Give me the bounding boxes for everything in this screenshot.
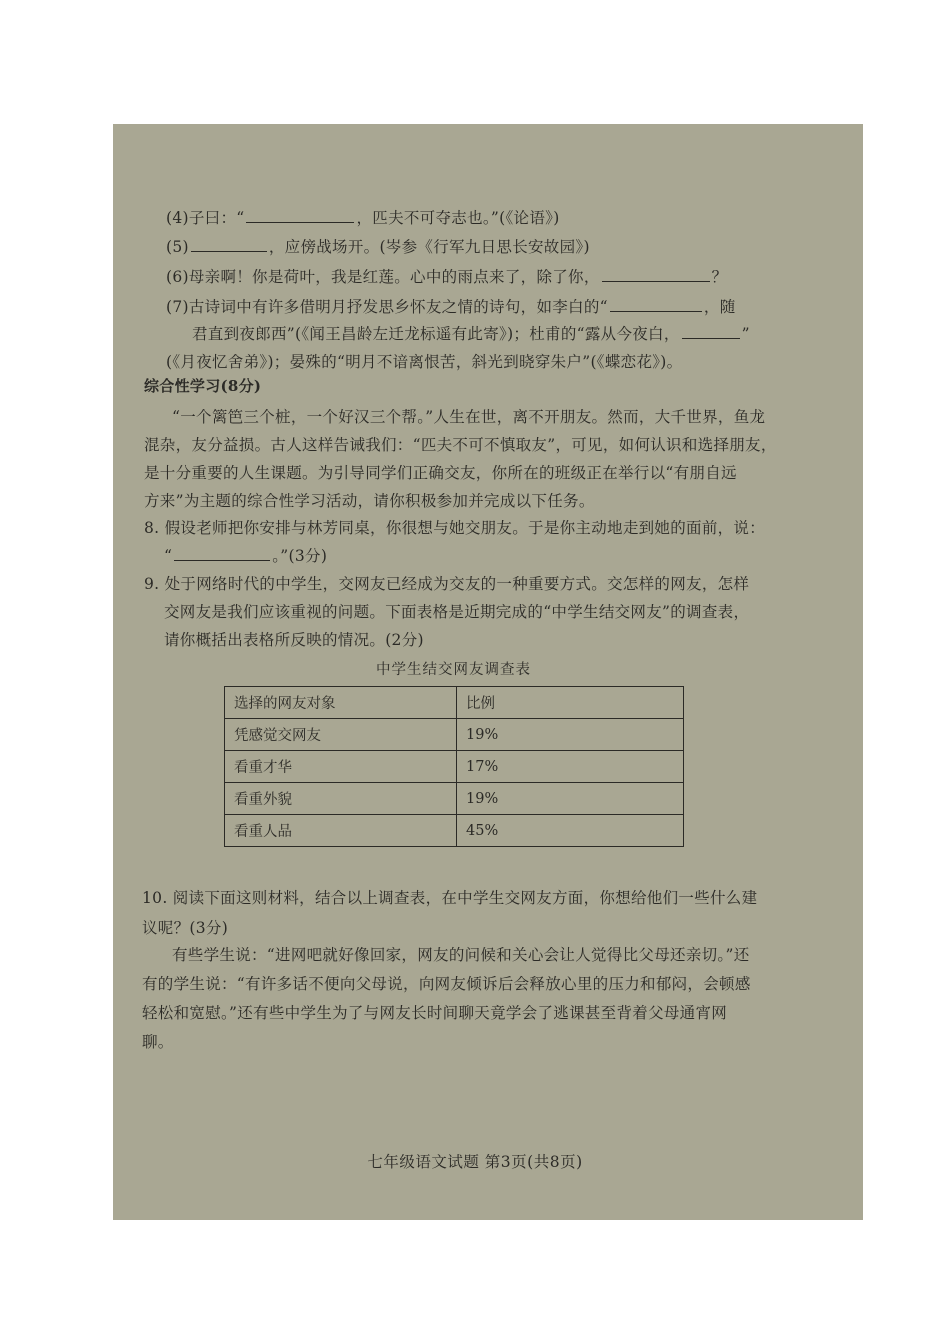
survey-table: [224, 686, 684, 847]
intro-paragraph-line: 是十分重要的人生课题。为引导同学们正确交友，你所在的班级正在举行以“有朋自远: [144, 464, 737, 482]
item-6: (6)母亲啊！你是荷叶，我是红莲。心中的雨点来了，除了你， ？: [166, 268, 728, 286]
answer-blank[interactable]: [174, 545, 270, 561]
table-cell: 19%: [457, 719, 684, 751]
table-row: [225, 815, 684, 847]
question-9-line: 9. 处于网络时代的中学生，交网友已经成为交友的一种重要方式。交怎样的网友，怎样: [144, 575, 750, 593]
material-line: 聊。: [142, 1033, 174, 1051]
question-8-line-1: 8. 假设老师把你安排与林芳同桌，你很想与她交朋友。于是你主动地走到她的面前，说：: [144, 519, 766, 537]
answer-blank[interactable]: [610, 296, 702, 312]
intro-paragraph-line: 方来”为主题的综合性学习活动，请你积极参加并完成以下任务。: [144, 492, 595, 510]
column-header: 选择的网友对象: [225, 687, 457, 719]
table-caption: 中学生结交网友调查表: [376, 662, 531, 678]
question-8-line-2: “ 。”(3分): [164, 547, 328, 565]
table-cell: 凭感觉交网友: [225, 719, 457, 751]
material-line: 有些学生说：“进网吧就好像回家，网友的问候和关心会让人觉得比父母还亲切。”还: [172, 946, 750, 964]
item-7-line-1: (7)古诗词中有许多借明月抒发思乡怀友之情的诗句，如李白的“ ，随: [166, 298, 736, 316]
item-7-line-2: 君直到夜郎西”(《闻王昌龄左迁龙标遥有此寄》)；杜甫的“露从今夜白， ”: [192, 325, 750, 343]
table-cell: 45%: [457, 815, 684, 847]
answer-blank[interactable]: [191, 236, 267, 252]
item-5: (5) ，应傍战场开。(岑参《行军九日思长安故园》): [166, 238, 590, 256]
intro-paragraph-line: 混杂，友分益损。古人这样告诫我们：“匹夫不可不慎取友”，可见，如何认识和选择朋友，: [144, 436, 777, 454]
table-row: [225, 751, 684, 783]
question-10-line: 10. 阅读下面这则材料，结合以上调查表，在中学生交网友方面，你想给他们一些什么建: [142, 889, 758, 907]
answer-blank[interactable]: [682, 323, 740, 339]
question-9-line: 请你概括出表格所反映的情况。(2分): [164, 631, 424, 649]
item-4: (4)子曰：“ ，匹夫不可夺志也。”(《论语》): [166, 209, 560, 227]
column-header: 比例: [457, 687, 684, 719]
table-cell: 看重人品: [225, 815, 457, 847]
table-row: [225, 783, 684, 815]
table-header-row: [225, 687, 684, 719]
table-cell: 看重外貌: [225, 783, 457, 815]
question-9-line: 交网友是我们应该重视的问题。下面表格是近期完成的“中学生结交网友”的调查表，: [164, 603, 750, 621]
page-footer: 七年级语文试题 第3页(共8页): [367, 1153, 583, 1171]
table-cell: 19%: [457, 783, 684, 815]
material-line: 有的学生说：“有许多话不便向父母说，向网友倾诉后会释放心里的压力和郁闷，会顿感: [142, 975, 751, 993]
answer-blank[interactable]: [246, 207, 354, 223]
question-10-line: 议呢？(3分): [142, 919, 229, 937]
table-cell: 看重才华: [225, 751, 457, 783]
section-heading: 综合性学习(8分): [144, 377, 262, 395]
answer-blank[interactable]: [602, 266, 710, 282]
table-cell: 17%: [457, 751, 684, 783]
material-line: 轻松和宽慰。”还有些中学生为了与网友长时间聊天竟学会了逃课甚至背着父母通宵网: [142, 1004, 728, 1022]
intro-paragraph-line: “一个篱笆三个桩，一个好汉三个帮。”人生在世，离不开朋友。然而，大千世界，鱼龙: [172, 408, 766, 426]
item-7-line-3: (《月夜忆舍弟》)；晏殊的“明月不谙离恨苦，斜光到晓穿朱户”(《蝶恋花》)。: [166, 353, 683, 371]
table-row: [225, 719, 684, 751]
